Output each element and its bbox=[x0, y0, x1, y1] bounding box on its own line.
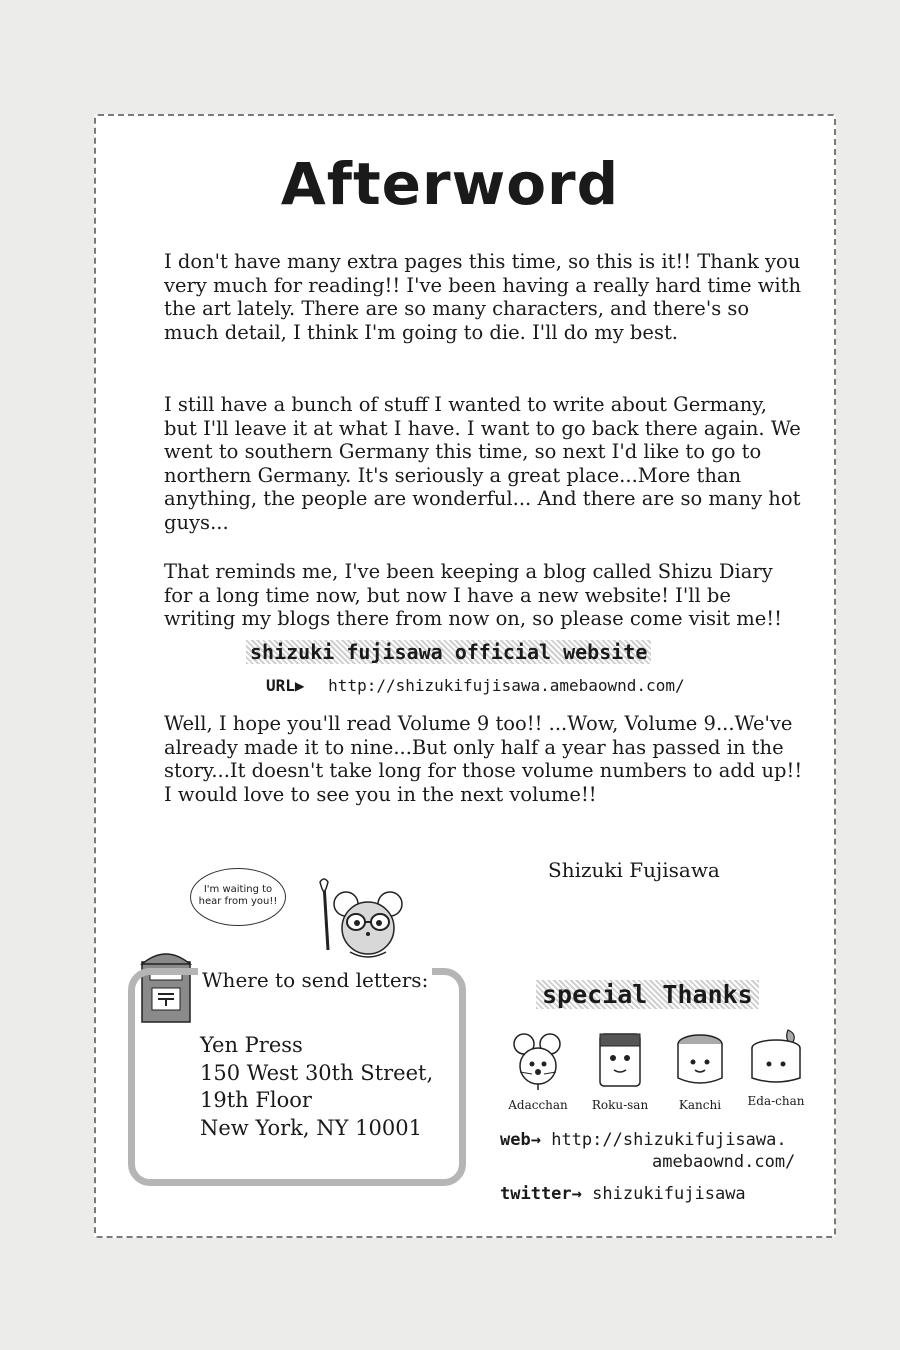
mailing-address bbox=[200, 1032, 433, 1142]
twitter-handle[interactable]: shizukifujisawa bbox=[592, 1184, 746, 1204]
author-signature: Shizuki Fujisawa bbox=[548, 858, 720, 882]
address-line-4: New York, NY 10001 bbox=[200, 1115, 422, 1140]
website-heading: shizuki fujisawa official website bbox=[246, 640, 651, 664]
website-url[interactable]: http://shizukifujisawa.amebaownd.com/ bbox=[328, 676, 685, 695]
paragraph-1: I don't have many extra pages this time, so this is it!! Thank you very much for reading!! I've been having a really hard time with the art lately. There are so many characters, and there's so much detail, I think I'm going to die. I'll do my best. bbox=[164, 250, 802, 344]
speech-bubble bbox=[190, 868, 286, 926]
paragraph-4: Well, I hope you'll read Volume 9 too!! ...Wow, Volume 9...We've already made it to nine...But only half a year has passed in the story...It doesn't take long for those volume numbers to add up!! I would love to see you in the next volume!! bbox=[164, 712, 803, 806]
web-url-part-1[interactable]: http://shizukifujisawa. bbox=[551, 1130, 787, 1150]
friend-name-3: Kanchi bbox=[678, 1098, 722, 1112]
friend-name-4: Eda-chan bbox=[747, 1094, 805, 1108]
page-title: Afterword bbox=[280, 150, 620, 218]
friend-kanchi bbox=[662, 1030, 738, 1112]
friend-adacchan bbox=[500, 1030, 576, 1112]
friend-roku-san bbox=[582, 1028, 658, 1112]
can-character-icon bbox=[670, 1030, 730, 1092]
twitter-label: twitter→ bbox=[500, 1184, 582, 1204]
web-label: web→ bbox=[500, 1130, 541, 1150]
bubble-line-2: hear from you!! bbox=[198, 896, 278, 907]
web-url-part-2[interactable]: amebaownd.com/ bbox=[652, 1152, 796, 1172]
paragraph-3: That reminds me, I've been keeping a blog called Shizu Diary for a long time now, but now I have a new website! I'll be writing my blogs there from now on, so please come visit me!! bbox=[164, 560, 782, 630]
paragraph-2: I still have a bunch of stuff I wanted to write about Germany, but I'll leave it at what I have. I want to go back there again. We went to southern Germany this time, so next I'd like to go to northern Germany. It's seriously a great place...More than anything, the people are wonderful... And there are so many hot guys... bbox=[164, 393, 801, 534]
friend-eda-chan bbox=[738, 1026, 814, 1108]
address-line-3: 19th Floor bbox=[200, 1088, 312, 1112]
address-line-1: Yen Press bbox=[200, 1033, 303, 1057]
web-contact bbox=[500, 1130, 787, 1150]
address-line-2: 150 West 30th Street, bbox=[200, 1060, 434, 1085]
website-url-row bbox=[266, 676, 685, 695]
bubble-line-1: I'm waiting to bbox=[203, 884, 273, 895]
url-label: URL▶ bbox=[266, 676, 305, 695]
friend-name-1: Adacchan bbox=[508, 1098, 568, 1112]
book-character-icon bbox=[590, 1028, 650, 1092]
tree-stump-icon bbox=[744, 1026, 808, 1088]
friend-name-2: Roku-san bbox=[591, 1098, 649, 1112]
twitter-contact bbox=[500, 1184, 746, 1204]
mascot-mouse-icon bbox=[306, 878, 406, 962]
letters-heading: Where to send letters: bbox=[198, 968, 432, 992]
special-thanks-heading: special Thanks bbox=[536, 980, 759, 1009]
mouse-icon bbox=[508, 1030, 568, 1092]
